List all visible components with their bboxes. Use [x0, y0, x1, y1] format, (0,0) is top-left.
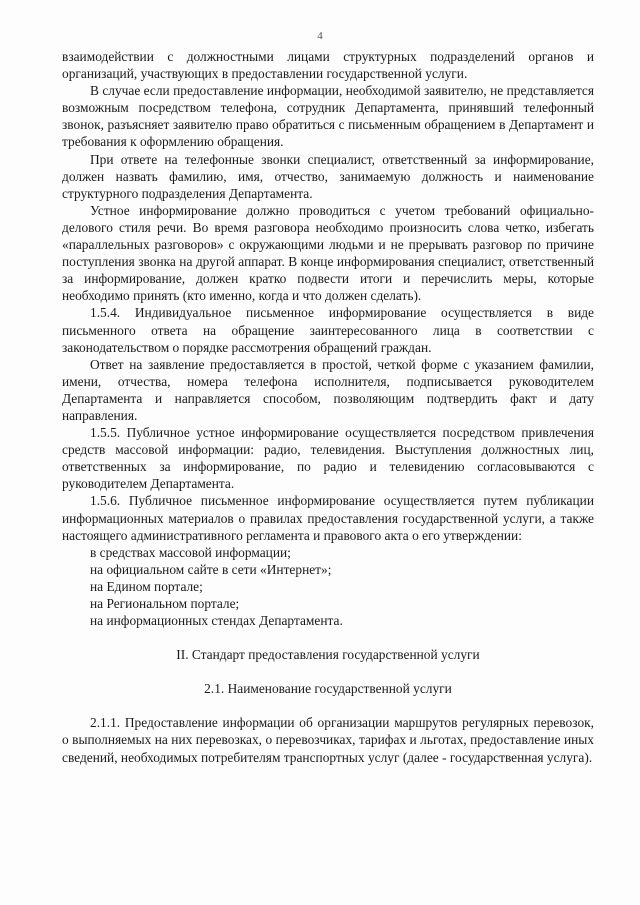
list-item-info-stands: на информационных стендах Департамента.: [90, 613, 343, 629]
list-item-regional-portal: на Региональном портале;: [90, 596, 240, 611]
list-item-website: на официальном сайте в сети «Интернет»;: [90, 561, 332, 577]
section-heading: II. Стандарт предоставления государственной услуги: [176, 647, 480, 663]
paragraph-1-5-6: 1.5.6. Публичное письменное информирование осуществляется путем публикации информационных материалов о правилах предоставления государственной услуги, а также настоящего административного регламента и правового акта о его утверждении:: [62, 493, 594, 543]
page-number: 4: [317, 30, 323, 42]
list-item-unified-portal: на Едином портале;: [90, 578, 203, 594]
paragraph-continuation: взаимодействии с должностными лицами структурных подразделений органов и организаций, участвующих в предоставлении государственной услуги.: [62, 49, 594, 82]
paragraph-oral-informing: Устное информирование должно проводиться с учетом требований официально-делового стиля речи. Во время разговора необходимо произносить слова четко, избегать «параллельных разговоров» с окружающими людьми и не прерывать разговор по причине поступления звонка на другой аппарат. В конце информирования специалист, ответственный за информирование, должен кратко подвести итоги и перечислить меры, которые необходимо принять (кто именно, когда и что должен сделать).: [62, 202, 594, 304]
document-body: [62, 48, 594, 766]
paragraph-1-5-5: 1.5.5. Публичное устное информирование осуществляется посредством привлечения средств массовой информации: радио, телевидения. Выступления должностных лиц, ответственных за информирование, по радио и телевидению согласовываются с руководителем Департамента.: [62, 425, 594, 492]
list-item-media: в средствах массовой информации;: [90, 544, 291, 560]
subsection-heading: 2.1. Наименование государственной услуги: [204, 681, 452, 697]
paragraph-phone-answer: При ответе на телефонные звонки специалист, ответственный за информирование, должен назвать фамилию, имя, отчество, занимаемую должность и наименование структурного подразделения Департамента.: [62, 151, 594, 201]
paragraph-phone-impossible: В случае если предоставление информации, необходимой заявителю, не представляется возможным посредством телефона, сотрудник Департамента, принявший телефонный звонок, разъясняет заявителю право обратиться с письменным обращением в Департамент и требования к оформлению обращения.: [62, 83, 594, 150]
paragraph-2-1-1: 2.1.1. Предоставление информации об организации маршрутов регулярных перевозок, о выполняемых на них перевозках, о перевозчиках, тарифах и льготах, предоставление иных сведений, необходимых потребителям транспортных услуг (далее - государственная услуга).: [62, 715, 594, 765]
paragraph-1-5-4: 1.5.4. Индивидуальное письменное информирование осуществляется в виде письменного ответа на обращение заинтересованного лица в соответствии с законодательством о порядке рассмотрения обращений граждан.: [62, 305, 594, 355]
paragraph-answer-form: Ответ на заявление предоставляется в простой, четкой форме с указанием фамилии, имени, отчества, номера телефона исполнителя, подписывается руководителем Департамента и направляется способом, позволяющим подтвердить факт и дату направления.: [62, 356, 594, 423]
